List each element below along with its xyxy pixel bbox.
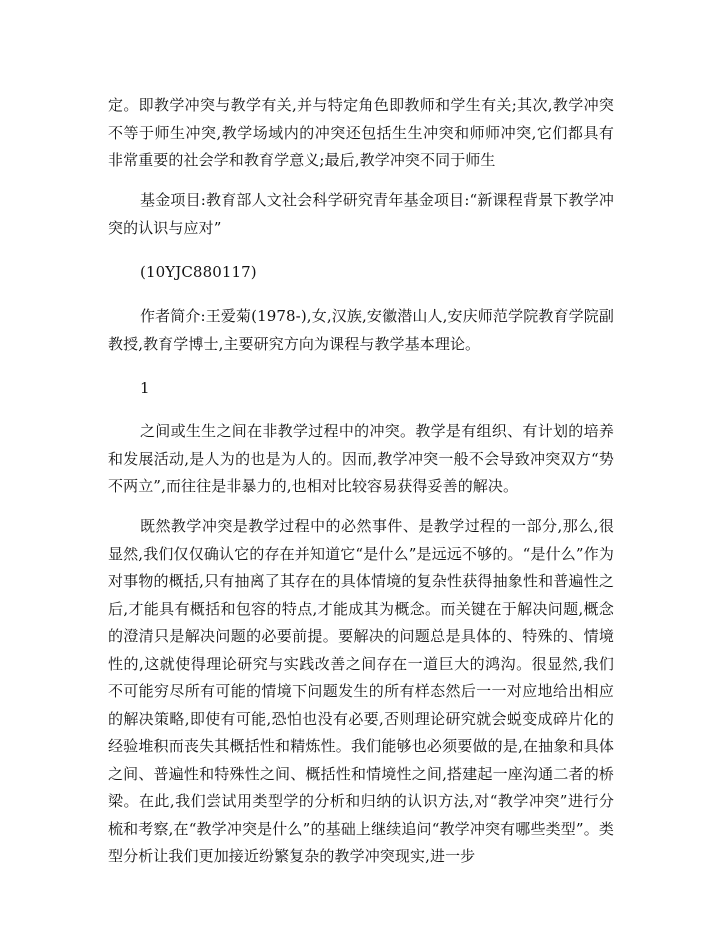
footnote-funding: 基金项目:教育部人文社会科学研究青年基金项目:“新课程背景下教学冲突的认识与应对” <box>108 191 614 237</box>
paragraph-body-2: 既然教学冲突是教学过程中的必然事件、是教学过程的一部分,那么,很显然,我们仅仅确认它的存在并知道它“是什么”是远远不够的。“是什么”作为对事物的概括,只有抽离了其存在的具体情境的复杂性获得抽象性和普遍性之后,才能具有概括和包容的特点,才能成其为概念。而关键在于解决问题,概念的澄清只是解决问题的必要前提。要解决的问题总是具体的、特殊的、情境性的,这就使得理论研究与实践改善之间存在一道巨大的鸿沟。很显然,我们不可能穷尽所有可能的情境下问题发生的所有样态然后一一对应地给出相应的解决策略,即使有可能,恐怕也没有必要,否则理论研究就会蜕变成碎片化的经验堆积而丧失其概括性和精炼性。我们能够也必须要做的是,在抽象和具体之间、普遍性和特殊性之间、概括性和情境性之间,搭建起一座沟通二者的桥梁。在此,我们尝试用类型学的分析和归纳的认识方法,对“教学冲突”进行分梳和考察,在“教学冲突是什么”的基础上继续追问“教学冲突有哪些类型”。类型分析让我们更加接近纷繁复杂的教学冲突现实,进一步 <box>108 517 614 865</box>
footnote-project-code: (10YJC880117) <box>140 263 257 281</box>
footnote-author-bio: 作者简介:王爱菊(1978-),女,汉族,安徽潜山人,安庆师范学院教育学院副教授,教育学博士,主要研究方向为课程与教学基本理论。 <box>108 307 614 353</box>
page-number: 1 <box>140 379 150 397</box>
paragraph-body-1: 之间或生生之间在非教学过程中的冲突。教学是有组织、有计划的培养和发展活动,是人为的也是为人的。因而,教学冲突一般不会导致冲突双方“势不两立”,而往往是非暴力的,也相对比较容易获得妥善的解决。 <box>108 422 614 495</box>
paragraph-continuation: 定。即教学冲突与教学有关,并与特定角色即教师和学生有关;其次,教学冲突不等于师生冲突,教学场域内的冲突还包括生生冲突和师师冲突,它们都具有非常重要的社会学和教育学意义;最后,教学冲突不同于师生 <box>108 96 614 169</box>
